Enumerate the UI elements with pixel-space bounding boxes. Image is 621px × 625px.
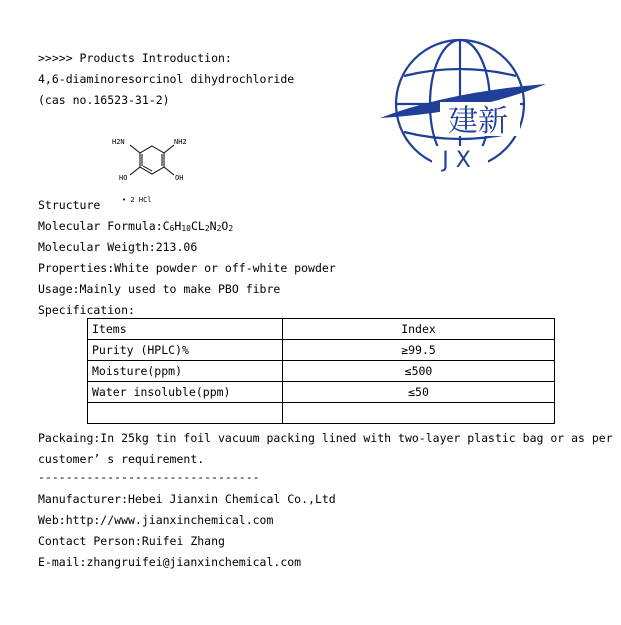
formula-label: Molecular Formula: (38, 219, 163, 233)
contact-person: Contact Person:Ruifei Zhang (38, 534, 225, 548)
row-item: Water insoluble(ppm) (88, 382, 283, 403)
formula-c-count: 6 (169, 224, 175, 233)
formula-h: H (174, 219, 182, 233)
table-row (88, 361, 555, 382)
email: E-mail:zhangruifei@jianxinchemical.com (38, 555, 302, 569)
structure-label: Structure (38, 198, 101, 212)
table-row (88, 340, 555, 361)
manufacturer: Manufacturer:Hebei Jianxin Chemical Co.,Ltd (38, 492, 336, 506)
intro-heading: >>>>> Products Introduction: (38, 51, 232, 65)
header-items: Items (88, 319, 283, 340)
nh2-right-label: NH2 (174, 138, 187, 146)
logo-initials: JX (442, 148, 478, 173)
header-index: Index (283, 319, 555, 340)
table-row (88, 403, 555, 424)
row-item: Purity (HPLC)% (88, 340, 283, 361)
jx-logo (378, 34, 548, 182)
packaging-line-2: customer’ s requirement. (38, 452, 205, 466)
chemical-structure (112, 133, 212, 213)
formula-cl: CL (190, 219, 205, 233)
molecular-formula (38, 219, 233, 236)
row-item: Moisture(ppm) (88, 361, 283, 382)
row-item (88, 403, 283, 424)
row-index: ≤500 (283, 361, 555, 382)
formula-n: N (209, 219, 217, 233)
row-index: ≤50 (283, 382, 555, 403)
nh2-left-label: H2N (112, 138, 125, 146)
row-index: ≥99.5 (283, 340, 555, 361)
table-header-row (88, 319, 555, 340)
specification-table (87, 318, 555, 424)
packaging-line-1: Packaing:In 25kg tin foil vacuum packing lined with two-layer plastic bag or as per (38, 431, 613, 445)
row-index (283, 403, 555, 424)
properties: Properties:White powder or off-white powder (38, 261, 336, 275)
formula-cl-count: 2 (204, 224, 210, 233)
divider: -------------------------------- (38, 470, 260, 484)
formula-h-count: 10 (181, 224, 191, 233)
product-name: 4,6-diaminoresorcinol dihydrochloride (38, 72, 295, 86)
formula-o-count: 2 (228, 224, 234, 233)
oh-left-label: HO (119, 174, 128, 182)
formula-o: O (221, 219, 229, 233)
formula-n-count: 2 (216, 224, 222, 233)
cas-number: (cas no.16523-31-2) (38, 93, 170, 107)
usage: Usage:Mainly used to make PBO fibre (38, 282, 281, 296)
formula-c: C (162, 219, 170, 233)
oh-right-label: OH (175, 174, 184, 182)
molecular-weight: Molecular Weigth:213.06 (38, 240, 198, 254)
specification-label: Specification: (38, 303, 135, 317)
logo-chinese-text: 建新 (448, 104, 508, 139)
website: Web:http://www.jianxinchemical.com (38, 513, 274, 527)
hcl-salt-label: • 2 HCl (122, 196, 152, 204)
table-row (88, 382, 555, 403)
